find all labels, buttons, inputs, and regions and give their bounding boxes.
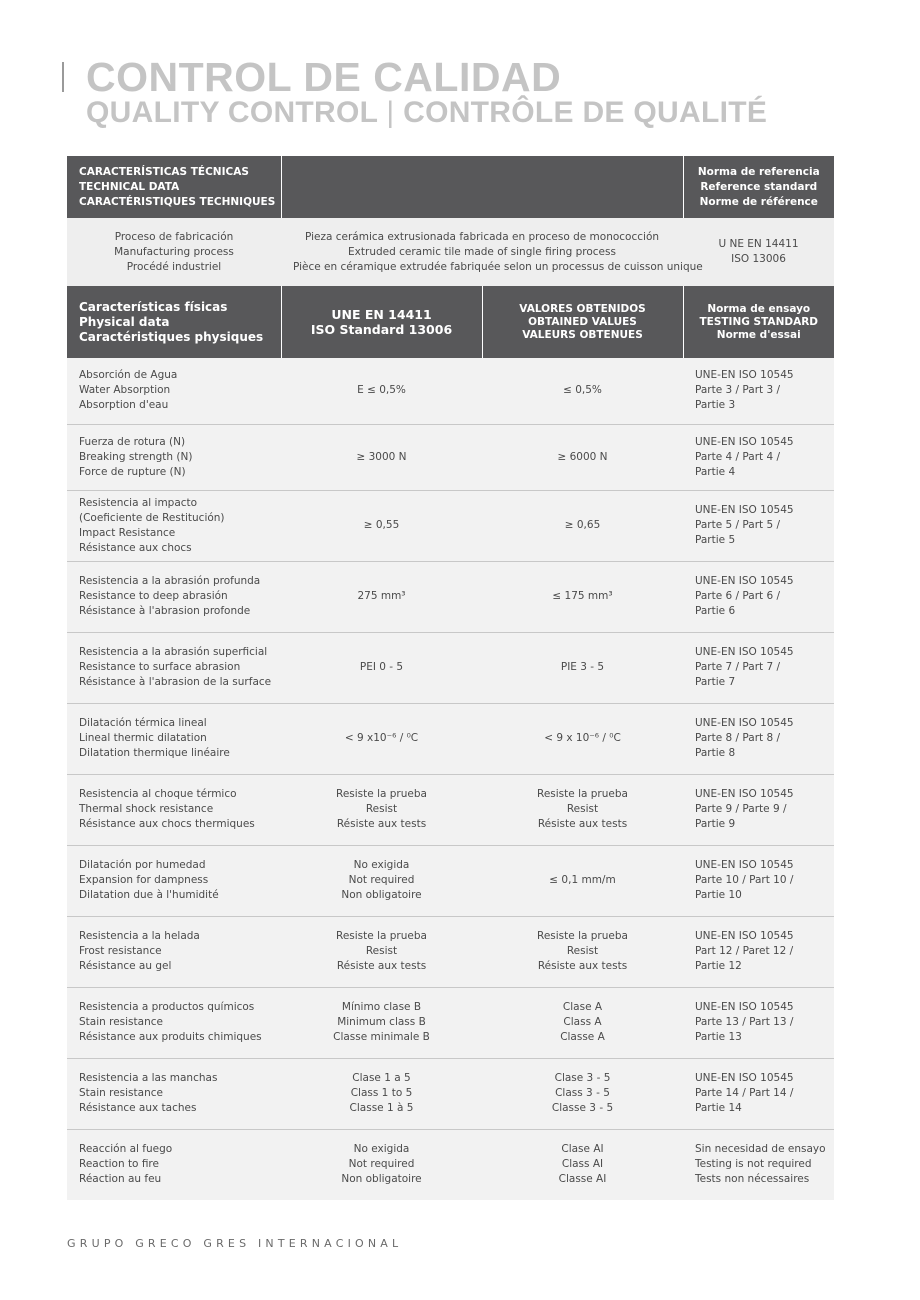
obtained-value: ≤ 175 mm³ <box>482 561 683 632</box>
manufacturing-standard: U NE EN 14411 ISO 13006 <box>718 238 799 265</box>
required-value: < 9 x10⁻⁶ / ⁰C <box>281 703 482 774</box>
required-value: Resiste la prueba Resist Résiste aux tests <box>281 774 482 845</box>
obtained-value: < 9 x 10⁻⁶ / ⁰C <box>482 703 683 774</box>
testing-standard: UNE-EN ISO 10545 Parte 13 / Part 13 / Partie 13 <box>683 987 834 1058</box>
testing-standard: UNE-EN ISO 10545 Parte 10 / Part 10 / Partie 10 <box>683 845 834 916</box>
obtained-value: Resiste la prueba Resist Résiste aux tests <box>482 774 683 845</box>
page-title: CONTROL DE CALIDAD <box>86 54 562 100</box>
required-value: No exigida Not required Non obligatoire <box>281 1129 482 1200</box>
quality-control-table <box>67 156 834 1200</box>
obtained-value: ≤ 0,5% <box>482 358 683 424</box>
required-value: Mínimo clase B Minimum class B Classe minimale B <box>281 987 482 1058</box>
property-name: Resistencia a la helada Frost resistance Résistance au gel <box>67 916 281 987</box>
testing-standard: UNE-EN ISO 10545 Part 12 / Paret 12 / Partie 12 <box>683 916 834 987</box>
table-row <box>67 424 834 490</box>
obtained-value: Resiste la prueba Resist Résiste aux tests <box>482 916 683 987</box>
property-name: Resistencia al choque térmico Thermal shock resistance Résistance aux chocs thermiques <box>67 774 281 845</box>
property-name: Resistencia al impacto (Coeficiente de Restitución) Impact Resistance Résistance aux chocs <box>67 490 281 561</box>
property-name: Resistencia a la abrasión superficial Resistance to surface abrasion Résistance à l'abrasion de la surface <box>67 632 281 703</box>
technical-header-label: CARACTERÍSTICAS TÉCNICAS TECHNICAL DATA CARACTÉRISTIQUES TECHNIQUES <box>67 156 281 218</box>
physical-header-row <box>67 286 834 358</box>
testing-standard: UNE-EN ISO 10545 Parte 14 / Part 14 / Partie 14 <box>683 1058 834 1129</box>
subtitle-english: QUALITY CONTROL <box>86 96 378 129</box>
property-name: Dilatación térmica lineal Lineal thermic dilatation Dilatation thermique linéaire <box>67 703 281 774</box>
obtained-value: ≤ 0,1 mm/m <box>482 845 683 916</box>
obtained-value: Clase 3 - 5 Class 3 - 5 Classe 3 - 5 <box>482 1058 683 1129</box>
manufacturing-label: Proceso de fabricación Manufacturing process Procédé industriel <box>114 230 234 273</box>
table-row <box>67 561 834 632</box>
required-values-header: UNE EN 14411 ISO Standard 13006 <box>281 286 482 358</box>
property-name: Fuerza de rotura (N) Breaking strength (N) Force de rupture (N) <box>67 424 281 490</box>
testing-standard: UNE-EN ISO 10545 Parte 3 / Part 3 / Partie 3 <box>683 358 834 424</box>
footer-company-name: GRUPO GRECO GRES INTERNACIONAL <box>67 1237 403 1250</box>
table-row <box>67 703 834 774</box>
obtained-value: Clase AI Class AI Classe AI <box>482 1129 683 1200</box>
property-name: Resistencia a las manchas Stain resistance Résistance aux taches <box>67 1058 281 1129</box>
manufacturing-description: Pieza cerámica extrusionada fabricada en proceso de monococción Extruded ceramic tile made of single firing process Pièce en céramique extrudée fabriquée selon un processus de cuisson unique <box>293 230 703 273</box>
table-row <box>67 987 834 1058</box>
required-value: ≥ 0,55 <box>281 490 482 561</box>
obtained-value: ≥ 0,65 <box>482 490 683 561</box>
testing-standard: Sin necesidad de ensayo Testing is not required Tests non nécessaires <box>683 1129 834 1200</box>
obtained-value: Clase A Class A Classe A <box>482 987 683 1058</box>
table-row <box>67 358 834 424</box>
obtained-value: PIE 3 - 5 <box>482 632 683 703</box>
required-value: Resiste la prueba Resist Résiste aux tests <box>281 916 482 987</box>
property-name: Resistencia a la abrasión profunda Resistance to deep abrasión Résistance à l'abrasion profonde <box>67 561 281 632</box>
testing-standard: UNE-EN ISO 10545 Parte 8 / Part 8 / Partie 8 <box>683 703 834 774</box>
table-row <box>67 632 834 703</box>
property-name: Absorción de Agua Water Absorption Absorption d'eau <box>67 358 281 424</box>
testing-standard: UNE-EN ISO 10545 Parte 4 / Part 4 / Partie 4 <box>683 424 834 490</box>
property-name: Dilatación por humedad Expansion for dampness Dilatation due à l'humidité <box>67 845 281 916</box>
manufacturing-row <box>67 218 834 286</box>
title-accent-bar <box>62 62 64 92</box>
testing-standard: UNE-EN ISO 10545 Parte 6 / Part 6 / Partie 6 <box>683 561 834 632</box>
page-subtitle <box>86 96 767 130</box>
technical-header-empty <box>281 156 683 218</box>
obtained-value: ≥ 6000 N <box>482 424 683 490</box>
obtained-values-header: VALORES OBTENIDOS OBTAINED VALUES VALEURS OBTENUES <box>482 286 683 358</box>
required-value: No exigida Not required Non obligatoire <box>281 845 482 916</box>
table-row <box>67 845 834 916</box>
technical-header-row <box>67 156 834 218</box>
property-name: Reacción al fuego Reaction to fire Réaction au feu <box>67 1129 281 1200</box>
subtitle-french: CONTRÔLE DE QUALITÉ <box>403 96 768 129</box>
required-value: E ≤ 0,5% <box>281 358 482 424</box>
reference-standard-header: Norma de referencia Reference standard Norme de référence <box>683 156 834 218</box>
subtitle-separator: | <box>386 96 395 129</box>
physical-header-label: Características físicas Physical data Caractéristiques physiques <box>67 286 281 358</box>
table-row <box>67 774 834 845</box>
testing-standard: UNE-EN ISO 10545 Parte 5 / Part 5 / Partie 5 <box>683 490 834 561</box>
property-name: Resistencia a productos químicos Stain resistance Résistance aux produits chimiques <box>67 987 281 1058</box>
testing-standard: UNE-EN ISO 10545 Parte 7 / Part 7 / Partie 7 <box>683 632 834 703</box>
testing-standard: UNE-EN ISO 10545 Parte 9 / Parte 9 / Partie 9 <box>683 774 834 845</box>
table-row <box>67 916 834 987</box>
testing-standard-header: Norma de ensayo TESTING STANDARD Norme d'essai <box>683 286 834 358</box>
required-value: PEI 0 - 5 <box>281 632 482 703</box>
table-row <box>67 1129 834 1200</box>
table-row <box>67 490 834 561</box>
table-row <box>67 1058 834 1129</box>
required-value: Clase 1 a 5 Class 1 to 5 Classe 1 à 5 <box>281 1058 482 1129</box>
required-value: ≥ 3000 N <box>281 424 482 490</box>
required-value: 275 mm³ <box>281 561 482 632</box>
